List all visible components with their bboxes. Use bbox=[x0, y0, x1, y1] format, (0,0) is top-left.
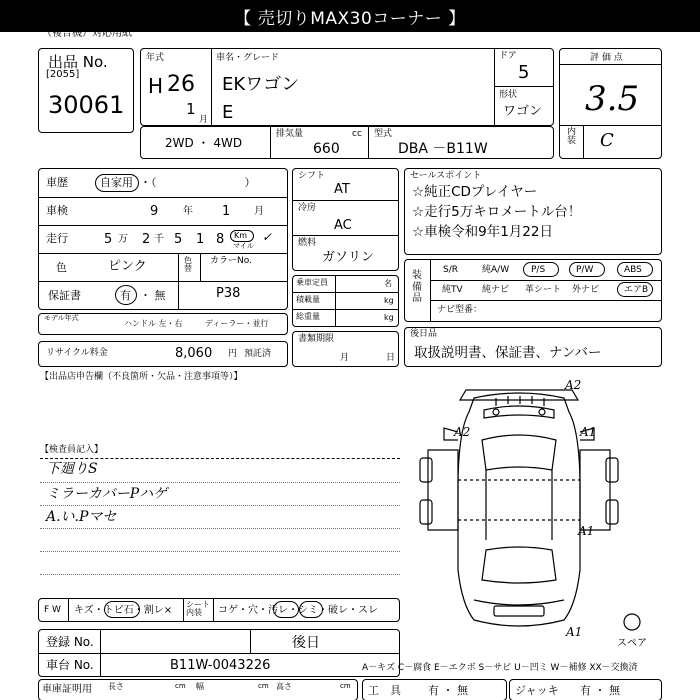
history-value: 自家用 bbox=[100, 176, 133, 189]
doc-deadline-label: 書類期限 bbox=[298, 334, 335, 344]
legend-seat-label: シート内装 bbox=[186, 600, 210, 617]
inspector-line-3: A.い.Pマセ bbox=[46, 509, 117, 525]
later-docs-value: 取扱説明書、保証書、ナンバー bbox=[414, 345, 602, 361]
lot-label: 出品 No. bbox=[48, 53, 108, 71]
inspector-label: 【検査員記入】 bbox=[40, 445, 104, 455]
inspection-month-unit: 月 bbox=[254, 206, 264, 217]
cert-width: 幅 bbox=[196, 682, 204, 691]
warranty-label: 保証書 bbox=[48, 289, 81, 302]
mileage-v3: 5 bbox=[174, 232, 183, 247]
legend-yogore-circle bbox=[273, 601, 299, 618]
mark-a2-left: A2 bbox=[454, 425, 471, 439]
year-era: H bbox=[148, 74, 164, 98]
equip-tv: 純TV bbox=[442, 285, 463, 295]
weight-unit: kg bbox=[384, 313, 394, 322]
inspection-year: 9 bbox=[150, 204, 159, 219]
model-name: EKワゴン bbox=[222, 74, 300, 95]
mileage-label: 走行 bbox=[46, 232, 68, 245]
registration-label: 登録 No. bbox=[46, 635, 94, 649]
chassis-label: 車台 No. bbox=[46, 658, 94, 672]
mark-a2-top: A2 bbox=[565, 378, 582, 392]
shift-value: AT bbox=[334, 182, 350, 197]
cert-width-unit: cm bbox=[258, 682, 269, 690]
abbreviation-legend: A－キズ C－腐食 E－エクボ S－サビ U－凹ミ W－補修 XX－交換済 bbox=[362, 663, 638, 673]
sales-point-2: ☆走行5万キロメートル台！ bbox=[412, 204, 582, 220]
tools-value: 有 ・ 無 bbox=[428, 684, 468, 697]
legend-tobi-circle bbox=[104, 601, 140, 618]
seller-notes-label: 【出品店申告欄（不良箇所・欠品・注意事項等）】 bbox=[40, 372, 243, 382]
colorno-label: カラーNo. bbox=[210, 256, 252, 266]
score-value: 3.5 bbox=[585, 79, 640, 119]
cert-label: 車庫証明用 bbox=[42, 684, 92, 695]
body-type-value: ワゴン bbox=[503, 104, 543, 119]
legend-items: キズ・トビ石・割レ× bbox=[74, 605, 173, 616]
banner-title: 【 売切りMAX30コーナー 】 bbox=[0, 0, 700, 32]
registration-later: 後日 bbox=[292, 635, 320, 651]
spare-label: スペア bbox=[617, 638, 647, 649]
color-value: ピンク bbox=[108, 259, 147, 274]
mark-a1-right: A1 bbox=[580, 425, 597, 439]
chassis-value: B11W-0043226 bbox=[170, 658, 271, 673]
lot-code: [2055] bbox=[46, 69, 80, 80]
equip-leather: 革シート bbox=[525, 285, 562, 295]
legend-shimi-circle bbox=[299, 601, 323, 618]
warranty-rest: ・ 無 bbox=[140, 289, 166, 302]
model-code-value: DBA －B11W bbox=[398, 141, 488, 157]
equip-ps: P/S bbox=[531, 265, 546, 275]
drive-value: 2WD ・ 4WD bbox=[165, 136, 243, 150]
model-label: 車名・グレード bbox=[216, 53, 280, 63]
model-year-label: モデル年式 bbox=[44, 314, 79, 322]
color-change-label: 色替 bbox=[184, 256, 192, 273]
color-label: 色 bbox=[56, 261, 67, 274]
body-type-label: 形状 bbox=[499, 90, 518, 100]
mileage-v1: 5 bbox=[104, 232, 113, 247]
recycle-note: 預託済 bbox=[244, 349, 272, 359]
equip-sr: S/R bbox=[443, 265, 458, 275]
load-label: 積載量 bbox=[296, 295, 320, 304]
jack-value: 有 ・ 無 bbox=[580, 684, 620, 697]
capacity-unit: 名 bbox=[384, 279, 392, 288]
cert-height-unit: cm bbox=[340, 682, 351, 690]
later-docs-label: 後日品 bbox=[410, 329, 438, 339]
weight-label: 総重量 bbox=[296, 312, 320, 321]
model-code-label: 型式 bbox=[374, 129, 393, 139]
tools-label: 工 具 bbox=[368, 684, 401, 697]
legend-fw: F W bbox=[44, 605, 61, 615]
aircon-label: 冷房 bbox=[298, 203, 317, 213]
inspector-line-1: 下廻りS bbox=[46, 461, 98, 477]
equip-pw: P/W bbox=[576, 265, 594, 275]
fuel-label: 燃料 bbox=[298, 238, 317, 248]
recycle-label: リサイクル料金 bbox=[46, 348, 108, 358]
equip-extnavi: 外ナビ bbox=[572, 285, 600, 295]
interior-value: C bbox=[600, 130, 614, 151]
history-rest: ・（ ） bbox=[140, 176, 256, 189]
nav-model-label: ナビ型番： bbox=[437, 305, 483, 315]
inspection-label: 車検 bbox=[46, 204, 68, 217]
fuel-value: ガソリン bbox=[322, 250, 375, 265]
doc-deadline-day: 日 bbox=[386, 353, 396, 363]
displacement-label: 排気量 bbox=[276, 129, 304, 139]
mileage-check-mark: ✓ bbox=[262, 230, 273, 244]
cert-length: 長さ bbox=[108, 682, 124, 691]
aircon-value: AC bbox=[334, 218, 352, 233]
doors-label: ドア bbox=[499, 51, 517, 61]
inspection-year-unit: 年 bbox=[183, 206, 193, 217]
equip-aw: 純A/W bbox=[482, 265, 510, 275]
equipment-label: 装備品 bbox=[412, 270, 422, 304]
legend-seat-items: コゲ・穴・汚レ・シミ・破レ・スレ bbox=[218, 605, 378, 616]
mileage-u1: 万 bbox=[118, 234, 128, 245]
sales-point-3: ☆車検令和9年1月22日 bbox=[412, 224, 553, 240]
mark-a1-bottom: A1 bbox=[566, 625, 583, 639]
handle-label: ハンドル 左・右 bbox=[124, 319, 183, 328]
warranty-value: 有 bbox=[120, 289, 131, 302]
mileage-v5: 8 bbox=[216, 232, 225, 247]
displacement-value: 660 bbox=[313, 141, 340, 157]
dealer-label: ディーラー・並行 bbox=[205, 319, 269, 328]
car-diagram bbox=[404, 370, 670, 645]
inspection-month: 1 bbox=[222, 204, 231, 219]
displacement-unit: cc bbox=[352, 129, 362, 139]
year-month: 1 bbox=[186, 100, 196, 118]
year-month-unit: 月 bbox=[199, 115, 209, 125]
header-note: （複合機）対応用紙 bbox=[42, 28, 132, 39]
mileage-v4: 1 bbox=[196, 232, 205, 247]
doors-value: 5 bbox=[518, 62, 530, 83]
sales-points-label: セールスポイント bbox=[410, 171, 482, 181]
recycle-value: 8,060 bbox=[175, 346, 213, 361]
mileage-u2: 千 bbox=[154, 234, 164, 245]
interior-label: 内装 bbox=[567, 127, 577, 146]
model-grade: E bbox=[222, 102, 234, 123]
inspector-line-2: ミラーカバーPハゲ bbox=[46, 486, 168, 502]
history-label: 車歴 bbox=[46, 176, 68, 189]
equip-airbag: エアB bbox=[624, 285, 649, 295]
equip-abs: ABS bbox=[624, 265, 642, 275]
mark-a1-mid: A1 bbox=[578, 524, 595, 538]
doc-deadline-month: 月 bbox=[340, 353, 350, 363]
shift-label: シフト bbox=[298, 171, 326, 181]
recycle-unit: 円 bbox=[228, 349, 238, 359]
year-label: 年式 bbox=[146, 53, 165, 63]
mileage-v2: 2 bbox=[142, 232, 151, 247]
cert-length-unit: cm bbox=[175, 682, 186, 690]
year-value: 26 bbox=[167, 72, 195, 97]
sales-point-1: ☆純正CDプレイヤー bbox=[412, 184, 538, 200]
jack-label: ジャッキ bbox=[515, 684, 559, 697]
capacity-label: 乗車定員 bbox=[296, 278, 328, 287]
lot-number: 30061 bbox=[48, 91, 125, 119]
mileage-mile: マイル bbox=[233, 242, 254, 250]
score-label: 評 価 点 bbox=[590, 53, 623, 63]
equip-navi: 純ナビ bbox=[482, 285, 510, 295]
colorno-value: P38 bbox=[216, 286, 241, 301]
mileage-km: Km bbox=[234, 231, 248, 240]
load-unit: kg bbox=[384, 296, 394, 305]
cert-height: 高さ bbox=[276, 682, 292, 691]
